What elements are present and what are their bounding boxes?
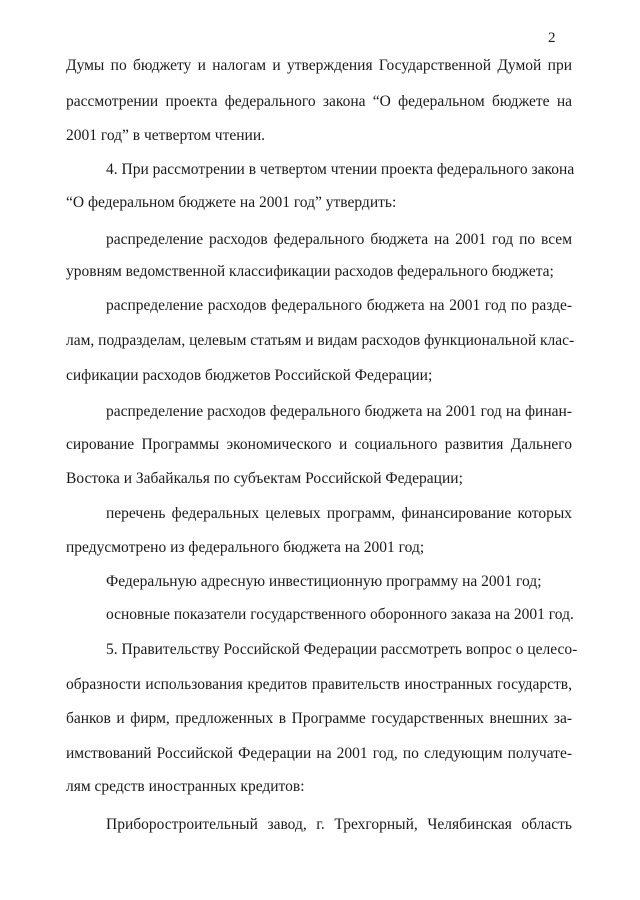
- text-line: образности использования кредитов правительств иностранных государств,: [66, 676, 572, 693]
- text-line: лам, подразделам, целевым статьям и видам расходов функциональной клас-: [66, 332, 575, 349]
- text-line: сификации расходов бюджетов Российской Федерации;: [66, 367, 433, 384]
- text-line: распределение расходов федерального бюджета на 2001 год по разде-: [106, 297, 572, 314]
- text-line: Федеральную адресную инвестиционную программу на 2001 год;: [106, 573, 542, 590]
- text-line: 2001 год” в четвертом чтении.: [66, 127, 266, 144]
- text-line: лям средств иностранных кредитов:: [66, 778, 305, 795]
- text-line: распределение расходов федерального бюджета на 2001 год по всем: [106, 231, 572, 248]
- text-line: распределение расходов федерального бюджета на 2001 год на финан-: [106, 403, 572, 420]
- text-line: Думы по бюджету и налогам и утверждения Государственной Думой при: [66, 57, 572, 74]
- text-line: имствований Российской Федерации на 2001 год, по следующим получате-: [66, 745, 572, 762]
- text-line: “О федеральном бюджете на 2001 год” утвердить:: [66, 194, 397, 211]
- text-line: банков и фирм, предложенных в Программе государственных внешних за-: [66, 710, 572, 727]
- text-line: предусмотрено из федерального бюджета на 2001 год;: [66, 539, 425, 556]
- text-line: 4. При рассмотрении в четвертом чтении проекта федерального закона: [106, 161, 575, 178]
- text-line: уровням ведомственной классификации расходов федерального бюджета;: [66, 263, 554, 280]
- text-line: Востока и Забайкалья по субъектам Российской Федерации;: [66, 470, 463, 487]
- text-line: 5. Правительству Российской Федерации рассмотреть вопрос о целесо-: [106, 641, 578, 658]
- page-number: 2: [548, 30, 556, 46]
- text-line: основные показатели государственного оборонного заказа на 2001 год.: [106, 606, 574, 623]
- text-line: сирование Программы экономического и социального развития Дальнего: [66, 436, 572, 453]
- text-line: рассмотрении проекта федерального закона “О федеральном бюджете на: [66, 93, 572, 110]
- text-line: перечень федеральных целевых программ, финансирование которых: [106, 505, 572, 522]
- text-line: Приборостроительный завод, г. Трехгорный, Челябинская область: [106, 816, 572, 833]
